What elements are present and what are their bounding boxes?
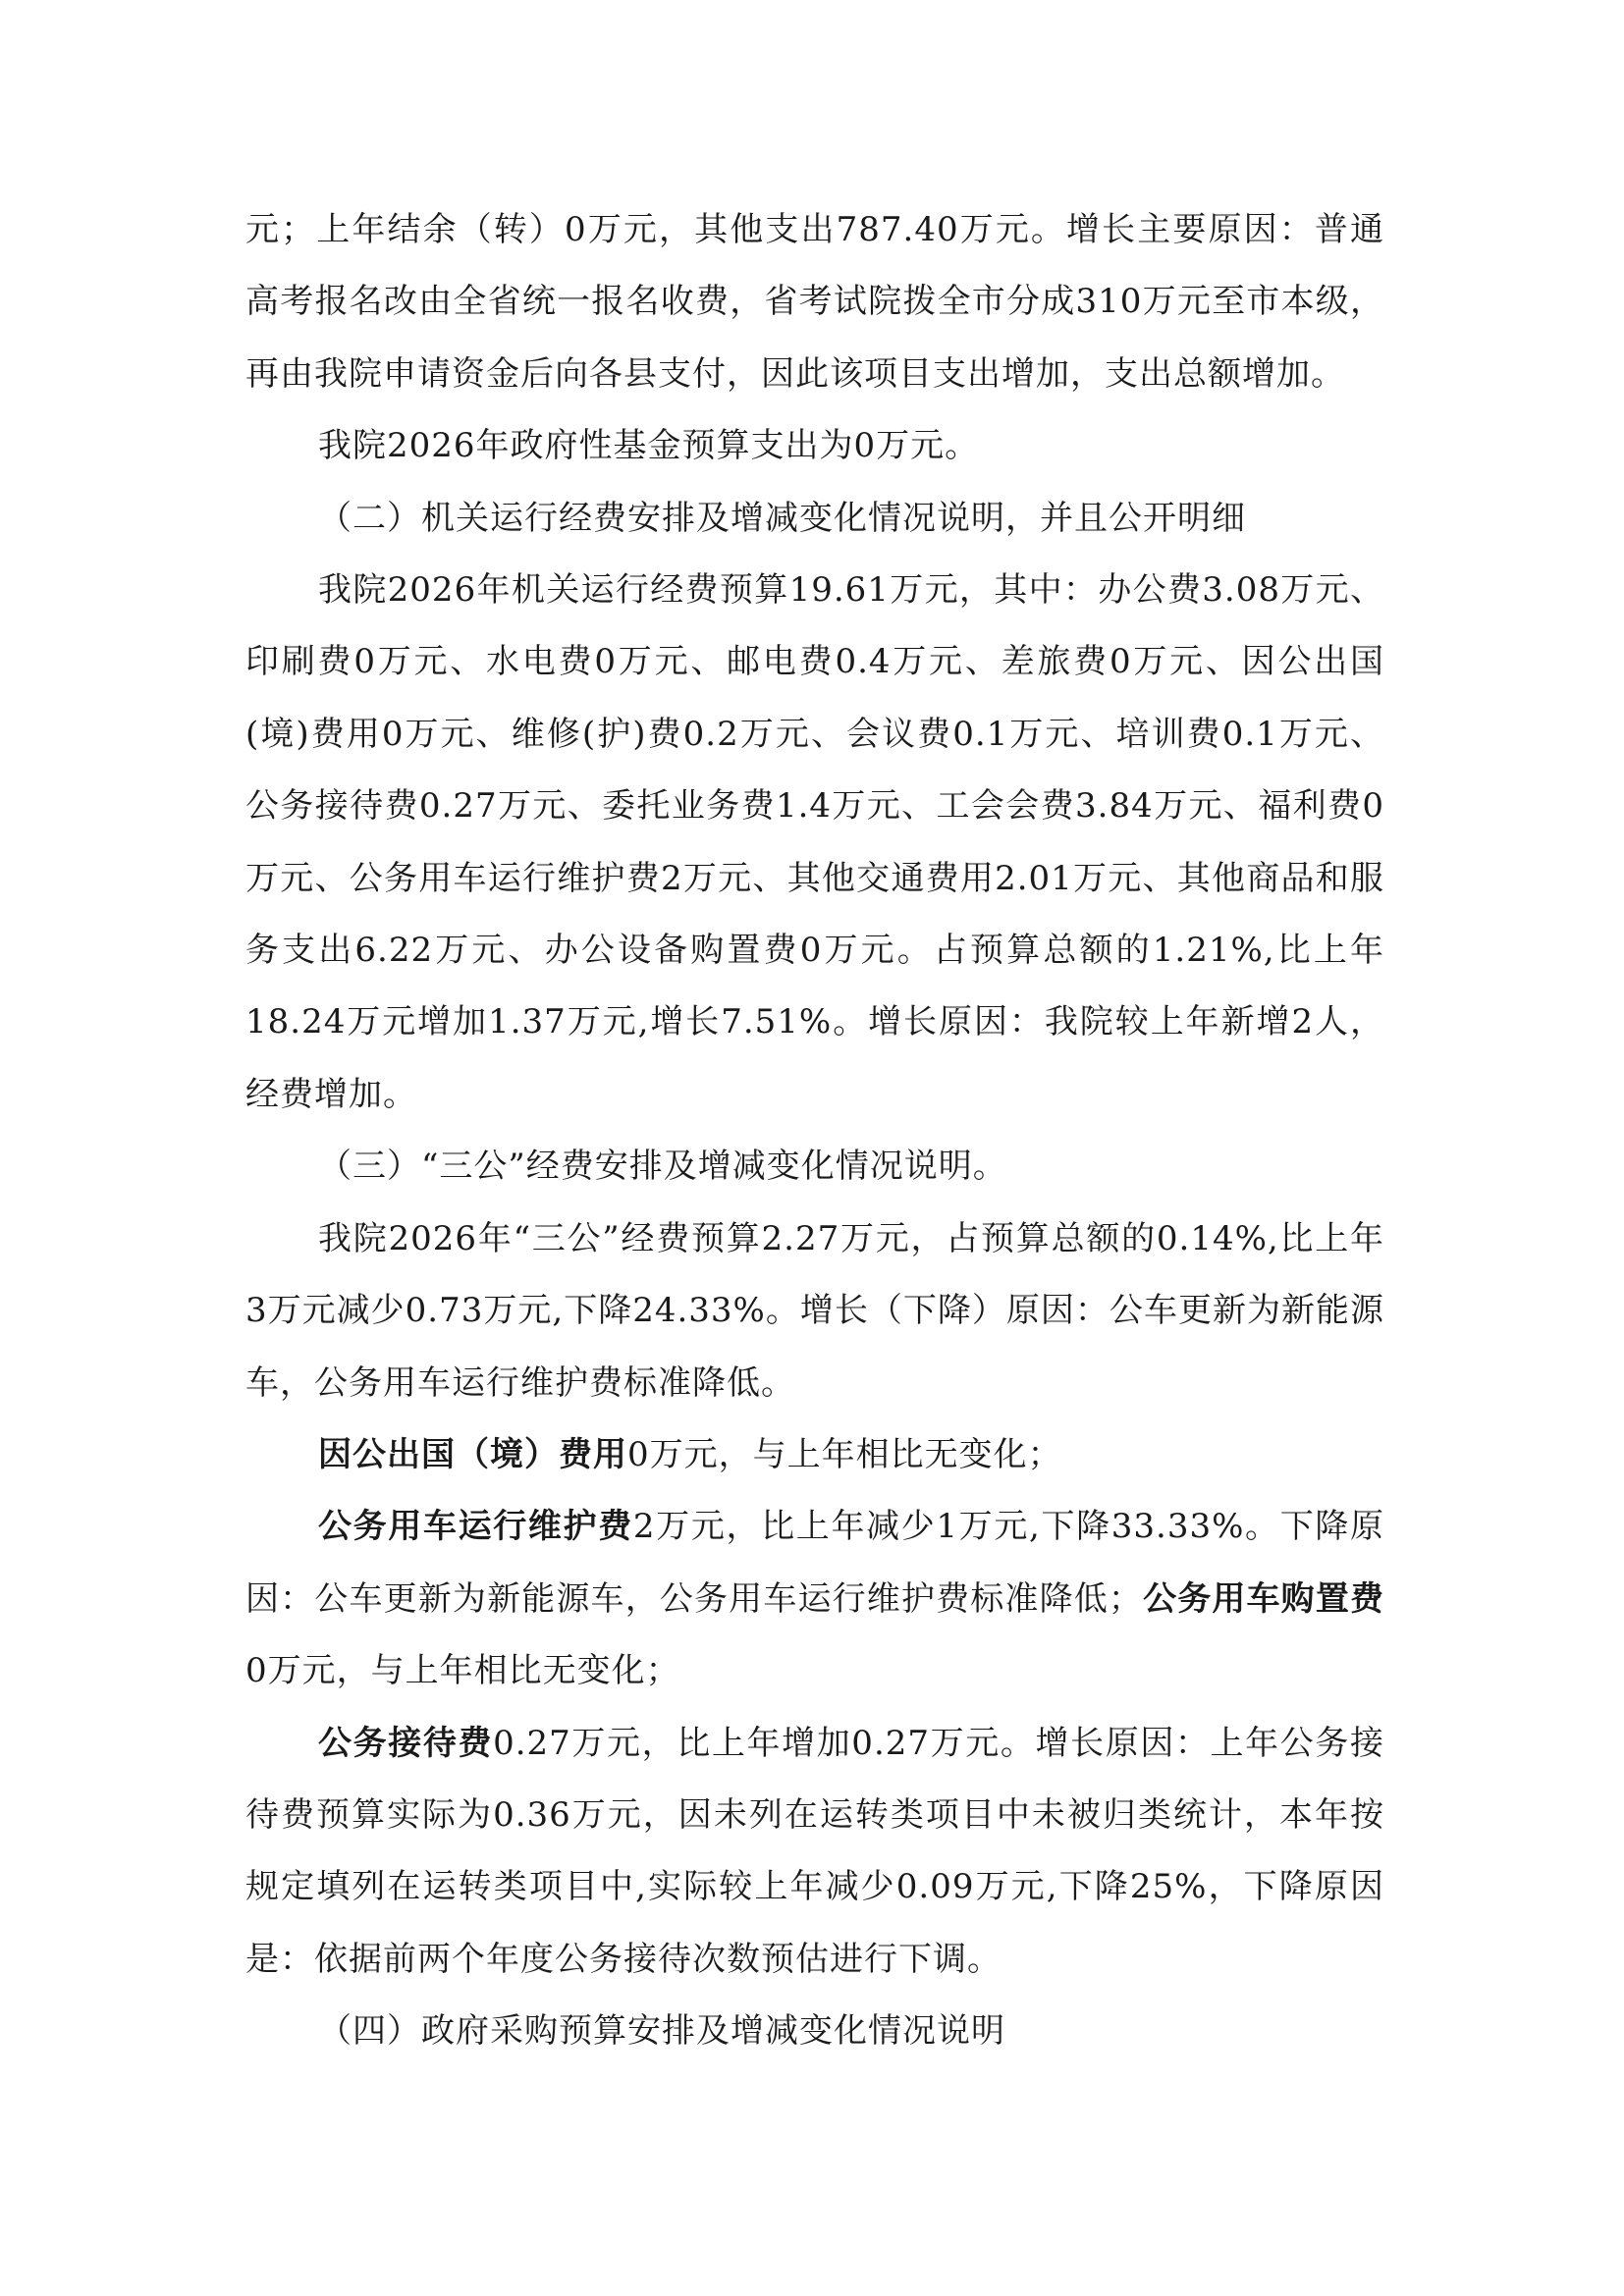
paragraph-government-fund: 我院2026年政府性基金预算支出为0万元。 [318,426,980,466]
text-vehicle-maintenance: 2万元，比上年减少1万元,下降33.33%。下降原因：公车更新为新能源车，公务用车运行维护费标准降低； [245,1507,1385,1619]
section-heading-operating-expenses: （二）机关运行经费安排及增减变化情况说明，并且公开明细 [318,498,1246,538]
section-heading-procurement: （四）政府采购预算安排及增减变化情况说明 [318,2011,1005,2052]
term-vehicle-maintenance: 公务用车运行维护费 [318,1507,633,1547]
term-vehicle-purchase: 公务用车购置费 [1142,1578,1384,1619]
paragraph-overseas-travel [245,1419,1384,1491]
paragraph-revenue-continued: 元；上年结余（转）0万元，其他支出787.40万元。增长主要原因：普通高考报名改由全省统一报名收费，省考试院拨全市分成310万元至市本级，再由我院申请资金后向各县支付，因此该项目支出增加，支出总额增加。 [245,210,1384,394]
text-official-reception: 0.27万元，比上年增加0.27万元。增长原因：上年公务接待费预算实际为0.36万元，因未列在运转类项目中未被归类统计，本年按规定填列在运转类项目中,实际较上年减少0.09万元,下降25%，下降原因是：依据前两个年度公务接待次数预估进行下调。 [245,1723,1385,1979]
paragraph-three-public-budget: 我院2026年“三公”经费预算2.27万元，占预算总额的0.14%,比上年3万元减少0.73万元,下降24.33%。增长（下降）原因：公车更新为新能源车，公务用车运行维护费标准降低。 [245,1218,1384,1403]
paragraph-official-reception [245,1708,1384,1997]
section-heading-three-public: （三）“三公”经费安排及增减变化情况说明。 [318,1147,1007,1187]
text-overseas-travel: 0万元，与上年相比无变化； [627,1434,1062,1474]
term-overseas-travel: 因公出国（境）费用 [318,1434,627,1474]
document-body [245,194,1384,2068]
text-vehicle-purchase: 0万元，与上年相比无变化； [245,1651,680,1691]
paragraph-operating-expenses: 我院2026年机关运行经费预算19.61万元，其中：办公费3.08万元、印刷费0万元、水电费0万元、邮电费0.4万元、差旅费0万元、因公出国(境)费用0万元、维修(护)费0.2万元、会议费0.1万元、培训费0.1万元、公务接待费0.27万元、委托业务费1.4万元、工会会费3.84万元、福利费0万元、公务用车运行维护费2万元、其他交通费用2.01万元、其他商品和服务支出6.22万元、办公设备购置费0万元。占预算总额的1.21%,比上年18.24万元增加1.37万元,增长7.51%。增长原因：我院较上年新增2人，经费增加。 [245,570,1384,1114]
term-official-reception: 公务接待费 [318,1723,494,1763]
paragraph-vehicle-maintenance [245,1491,1384,1707]
